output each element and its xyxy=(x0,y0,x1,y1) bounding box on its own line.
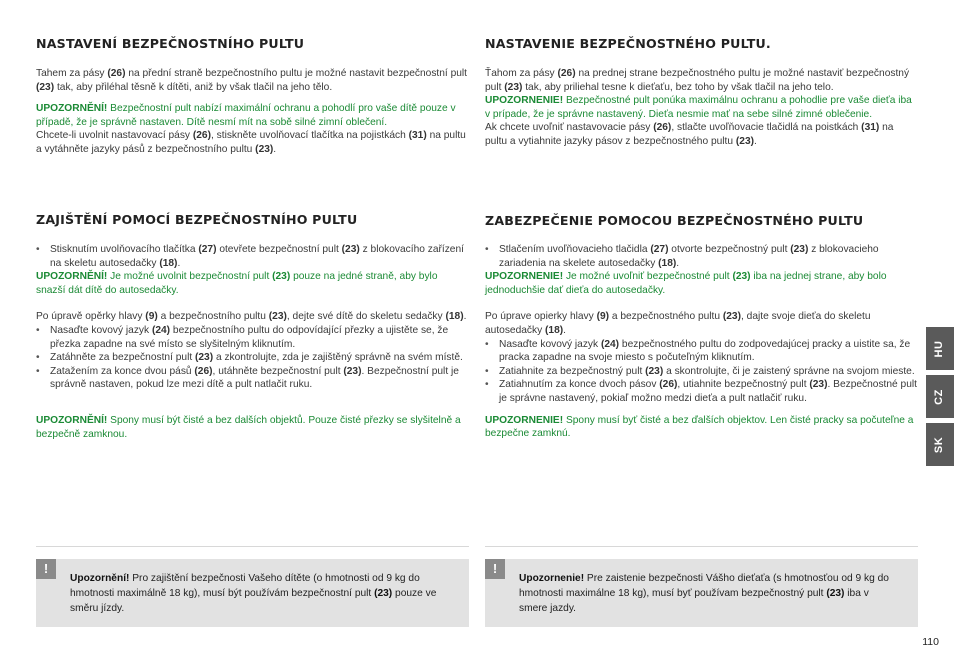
bold-run: (23) xyxy=(790,244,809,255)
list-item xyxy=(50,365,469,392)
sk-warning2-label: UPOZORNENIE! xyxy=(485,414,564,426)
text-run: pouze ve směru jízdy. xyxy=(70,588,437,614)
tab-label: CZ xyxy=(933,388,946,405)
cz-secure-warning-1 xyxy=(36,270,469,297)
tab-label: HU xyxy=(933,340,946,357)
text-run: . xyxy=(754,135,757,147)
bold-run: (26) xyxy=(659,379,678,391)
text-run: Stisknutím uvolňovacího tlačítka xyxy=(50,244,199,255)
sk-secure-block xyxy=(485,243,918,441)
bold-run: (18) xyxy=(159,257,178,269)
text-run: , dejte své dítě do skeletu sedačky xyxy=(286,311,446,323)
list-item xyxy=(50,243,469,270)
sk-note-text xyxy=(519,571,891,616)
language-tab-sk[interactable] xyxy=(926,423,954,466)
bold-run: (23) xyxy=(809,379,828,391)
sk-bullet-list-1 xyxy=(485,243,918,270)
bold-run: (31) xyxy=(861,122,880,134)
cz-warning-label: UPOZORNĚNÍ! xyxy=(36,103,108,115)
text-run: Po úprave opierky hlavy xyxy=(485,311,597,323)
page-number: 110 xyxy=(922,636,939,648)
text-run: iba v smere jazdy. xyxy=(519,588,869,614)
text-run: Zatažením za konce dvou pásů xyxy=(50,365,195,377)
cz-note-box xyxy=(36,559,469,627)
bold-run: (26) xyxy=(192,130,211,142)
bold-run: (23) xyxy=(341,244,360,255)
sk-adjust-block xyxy=(485,67,918,149)
bold-run: (27) xyxy=(198,244,217,255)
text-run: na prednej strane bezpečnostného pultu je možné nastaviť bezpečnostný pult xyxy=(485,68,910,93)
text-run: Chcete-li uvolnit nastavovací pásy xyxy=(36,130,193,142)
cz-adjust-block xyxy=(36,67,469,157)
cz-secure-warning-2 xyxy=(36,414,469,441)
text-run: Ak chcete uvoľniť nastavovacie pásy xyxy=(485,122,654,134)
sk-warning-text: Bezpečnostné pult ponúka maximálnu ochranu a pohodlie pre vaše dieťa iba v prípade, že je správne nastavený. Dieťa nesmie mať na sebe silné zimné oblečenie. xyxy=(485,95,912,120)
bold-run: UPOZORNENIE! xyxy=(485,271,564,283)
list-item xyxy=(499,378,918,405)
text-run: na pultu a vytiahnite jazyky pásov z bezpečnostného pultu xyxy=(485,122,894,147)
bold-run: Upozornění! xyxy=(70,573,130,584)
sk-note-box xyxy=(485,559,918,627)
exclamation-icon: ! xyxy=(36,559,56,579)
text-run: , utiahnite bezpečnostný pult xyxy=(677,379,810,391)
bold-run: (23) xyxy=(268,311,287,323)
bold-run: (23) xyxy=(826,588,845,599)
bold-run: (18) xyxy=(445,311,464,323)
cz-release-instructions xyxy=(36,129,469,156)
text-run: . xyxy=(273,143,277,155)
text-run: bezpečnostního pultu do odpovídající přezky a ujistěte se, že přezka zapadne na své místo se slyšitelným kliknutím. xyxy=(50,324,449,350)
text-run: Je možné uvoľniť bezpečnostné pult xyxy=(563,271,733,283)
bold-run: (18) xyxy=(545,324,564,336)
text-run: a bezpečnostního pultu xyxy=(157,311,269,323)
bold-run: (23) xyxy=(36,81,55,93)
text-run: a bezpečnostného pultu xyxy=(609,311,723,323)
sk-warning-label: UPOZORNENIE! xyxy=(485,95,564,107)
text-run: a skontrolujte, či je zaistený správne na svojom mieste. xyxy=(663,365,915,377)
text-run: na přední straně bezpečnostního pultu je možné nastavit bezpečnostní pult xyxy=(125,68,467,79)
text-run: otevřete bezpečnostní pult xyxy=(216,244,342,255)
text-run: z blokovacieho zariadenia na skelete autosedačky xyxy=(499,244,879,269)
bold-run: (24) xyxy=(600,338,620,350)
bold-run: (23) xyxy=(732,271,751,283)
text-run: Ťahom za pásy xyxy=(485,68,558,79)
list-item xyxy=(499,243,918,270)
text-run: Pro zajištění bezpečnosti Vašeho dítěte (o hmotnosti od 9 kg do hmotnosti maximálně 18 kg), musí být používám bezpečnostní pult xyxy=(70,573,420,599)
text-run: . Bezpečnostné pult je správne nastavený, pokiaľ možno medzi dieťa a pult natlačiť ruku. xyxy=(499,379,917,404)
text-run: Zatiahnite za bezpečnostný pult xyxy=(499,365,646,377)
sk-warning2-text: Spony musí byť čisté a bez ďalších objektov. Len čisté pracky sa počuteľne a bezpečne zamknú. xyxy=(485,414,914,440)
text-run: Stlačením uvoľňovacieho tlačidla xyxy=(499,244,651,255)
bold-run: (26) xyxy=(194,365,213,377)
text-run: , stiskněte uvolňovací tlačítka na pojistkách xyxy=(210,130,409,142)
text-run: Pre zaistenie bezpečnosti Vášho dieťaťa (s hmotnosťou od 9 kg do hmotnosti maximálne 18 kg), musí byť používam bezpečnostný pult xyxy=(519,573,889,599)
cz-adjust-warning xyxy=(36,102,469,129)
sk-adjust-intro xyxy=(485,67,918,94)
bold-run: (23) xyxy=(195,352,214,364)
sk-adjust-warning xyxy=(485,94,918,121)
text-run: . Bezpečnostní pult je správně nastaven, pokud lze mezi dítě a pult natlačit ruku. xyxy=(50,365,459,391)
cz-warning2-label: UPOZORNĚNÍ! xyxy=(36,414,108,426)
text-run: z blokovacího zařízení na skeletu autosedačky xyxy=(50,244,464,269)
sk-secure-warning-2 xyxy=(485,414,918,441)
cz-headrest-paragraph xyxy=(36,310,469,324)
text-run: a zkontrolujte, zda je zajištěný správně na svém místě. xyxy=(213,352,463,364)
tab-label: SK xyxy=(933,436,946,453)
list-item xyxy=(50,324,469,351)
text-run: . xyxy=(563,324,566,336)
text-run: na pultu a vytáhněte jazyky pásů z bezpečnostního pultu xyxy=(36,130,466,155)
sk-bullet-list-2 xyxy=(485,338,918,406)
text-run: Tahem za pásy xyxy=(36,68,108,79)
bold-run: (23) xyxy=(735,135,755,147)
text-run: otvorte bezpečnostný pult xyxy=(668,244,791,255)
language-tab-cz[interactable] xyxy=(926,375,954,418)
text-run: tak, aby priliehal tesne k dieťaťu, bez toho by však tlačil na jeho telo. xyxy=(522,81,834,93)
cz-secure-block xyxy=(36,243,469,441)
cz-heading-adjust: NASTAVENÍ BEZPEČNOSTNÍHO PULTU xyxy=(36,36,305,51)
text-run: Zatiahnutím za konce dvoch pásov xyxy=(499,379,660,391)
bold-run: (24) xyxy=(151,324,171,336)
bold-run: (23) xyxy=(722,311,741,323)
text-run: Zatáhněte za bezpečnostní pult xyxy=(50,352,195,364)
text-run: iba na jednej strane, aby bolo jednoduchšie dať dieťa do autosedačky. xyxy=(485,271,887,296)
sk-heading-secure: ZABEZPEČENIE POMOCOU BEZPEČNOSTNÉHO PULTU xyxy=(485,213,864,228)
list-item xyxy=(499,365,918,379)
language-tab-hu[interactable] xyxy=(926,327,954,370)
bold-run: (23) xyxy=(645,365,664,377)
bold-run: (9) xyxy=(145,311,158,323)
text-run: bezpečnostného pultu do zodpovedajúcej pracky a uistite sa, že pracka zapadne na svoje miesto s počuteľným kliknutím. xyxy=(499,338,911,364)
text-run: , utáhněte bezpečnostní pult xyxy=(212,365,344,377)
cz-divider xyxy=(36,546,469,547)
text-run: . xyxy=(676,257,680,269)
sk-headrest-paragraph xyxy=(485,310,918,337)
text-run: Je možné uvolnit bezpečnostní pult xyxy=(107,271,273,283)
cz-bullet-list-2 xyxy=(36,324,469,392)
cz-note-text xyxy=(70,571,442,616)
sk-heading-adjust: NASTAVENIE BEZPEČNOSTNÉHO PULTU. xyxy=(485,36,771,51)
text-run: Nasaďte kovový jazyk xyxy=(50,324,152,336)
text-run: , stlačte uvoľňovacie tlačidlá na poistkách xyxy=(671,122,862,134)
text-run: tak, aby přiléhal těsně k dítěti, aniž by však tlačil na jeho tělo. xyxy=(54,81,333,93)
sk-secure-warning-1 xyxy=(485,270,918,297)
sk-release-instructions xyxy=(485,121,918,148)
exclamation-icon: ! xyxy=(485,559,505,579)
cz-warning-text: Bezpečnostní pult nabízí maximální ochranu a pohodlí pro vaše dítě pouze v případě, že je správně nastaven. Dítě nesmí mít na sobě silné zimní oblečení. xyxy=(36,103,456,128)
bold-run: (23) xyxy=(343,365,362,377)
text-run: Po úpravě opěrky hlavy xyxy=(36,311,146,323)
cz-warning2-text: Spony musí být čisté a bez dalších objektů. Pouze čisté přezky se slyšitelně a bezpečně zamknou. xyxy=(36,414,461,440)
bold-run: Upozornenie! xyxy=(519,573,585,584)
bold-run: (26) xyxy=(653,122,672,134)
bold-run: (26) xyxy=(557,68,576,79)
text-run: . xyxy=(177,257,181,269)
cz-adjust-intro xyxy=(36,67,469,94)
cz-heading-secure: ZAJIŠTĚNÍ POMOCÍ BEZPEČNOSTNÍHO PULTU xyxy=(36,212,358,227)
sk-divider xyxy=(485,546,918,547)
bold-run: (23) xyxy=(272,271,291,283)
list-item xyxy=(499,338,918,365)
text-run: Nasaďte kovový jazyk xyxy=(499,338,601,350)
cz-bullet-list-1 xyxy=(36,243,469,270)
text-run: . xyxy=(463,311,467,323)
bold-run: UPOZORNĚNÍ! xyxy=(36,271,108,283)
bold-run: (23) xyxy=(374,588,393,599)
text-run: , dajte svoje dieťa do skeletu autosedačky xyxy=(485,311,871,336)
text-run: pouze na jedné straně, aby bylo snazší dát dítě do autosedačky. xyxy=(36,271,438,296)
bold-run: (26) xyxy=(107,68,126,79)
bold-run: (23) xyxy=(255,143,274,155)
bold-run: (23) xyxy=(504,81,523,93)
bold-run: (27) xyxy=(650,244,669,255)
bold-run: (9) xyxy=(596,311,610,323)
bold-run: (31) xyxy=(408,130,427,142)
bold-run: (18) xyxy=(658,257,677,269)
list-item xyxy=(50,351,469,365)
